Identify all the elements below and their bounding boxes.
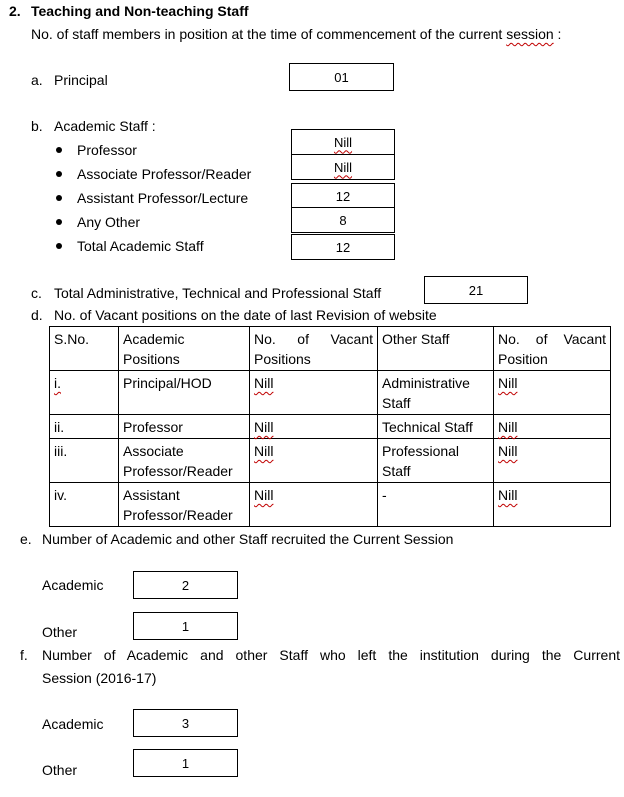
academic-row-label: Associate Professor/Reader <box>77 166 252 182</box>
bullet-icon <box>56 219 62 225</box>
item-c-marker: c. <box>31 285 42 301</box>
vacant-positions-table <box>49 326 611 527</box>
table-row <box>50 439 611 483</box>
bullet-icon <box>56 195 62 201</box>
bullet-icon <box>56 147 62 153</box>
cell-sno: iv. <box>50 483 119 527</box>
item-d-label: No. of Vacant positions on the date of last Revision of website <box>54 307 437 323</box>
cell-other-vacant: Nill <box>494 483 611 527</box>
header-other-staff: Other Staff <box>378 327 494 371</box>
item-b-marker: b. <box>31 118 43 134</box>
recruited-other-value: 1 <box>181 618 190 634</box>
academic-row-label: Assistant Professor/Lecture <box>77 190 249 206</box>
item-a-marker: a. <box>31 72 43 88</box>
cell-sno: iii. <box>50 439 119 483</box>
principal-count: 01 <box>334 69 349 85</box>
cell-vacant: Nill <box>250 483 378 527</box>
intro-word-session: session <box>506 26 554 42</box>
left-other-label: Other <box>42 762 78 778</box>
academic-row-label: Professor <box>77 142 137 158</box>
section-intro <box>31 25 561 43</box>
left-academic-value: 3 <box>181 715 190 731</box>
academic-value: 8 <box>339 212 347 228</box>
recruited-other-box <box>133 612 238 640</box>
left-other-box <box>133 749 238 777</box>
cell-vacant: Nill <box>250 415 378 439</box>
item-a-label: Principal <box>54 72 108 88</box>
academic-row-label: Any Other <box>77 214 141 230</box>
intro-text: No. of staff members in position at the time of commencement of the current <box>31 26 503 42</box>
cell-position: Professor <box>119 415 250 439</box>
recruited-other-label: Other <box>42 624 78 640</box>
section-title: Teaching and Non-teaching Staff <box>31 3 249 19</box>
recruited-academic-label: Academic <box>42 577 104 593</box>
academic-value-box <box>291 207 395 233</box>
item-f-line1: Number of Academic and other Staff who left the institution during the Current <box>42 647 620 663</box>
principal-count-box <box>289 63 394 91</box>
header-sno: S.No. <box>50 327 119 371</box>
table-row <box>50 371 611 415</box>
recruited-academic-box <box>133 571 238 599</box>
cell-position: Assistant Professor/Reader <box>119 483 250 527</box>
left-academic-box <box>133 709 238 737</box>
bullet-icon <box>56 243 62 249</box>
intro-colon: : <box>553 26 562 42</box>
cell-other-staff: - <box>378 483 494 527</box>
academic-value-box <box>291 234 395 260</box>
academic-value: 12 <box>335 188 351 204</box>
cell-other-staff: Technical Staff <box>378 415 494 439</box>
item-e-marker: e. <box>20 531 32 547</box>
header-academic-positions: Academic Positions <box>119 327 250 371</box>
cell-other-vacant: Nill <box>494 415 611 439</box>
cell-vacant: Nill <box>250 371 378 415</box>
cell-sno: i. <box>50 371 119 415</box>
recruited-academic-value: 2 <box>181 577 190 593</box>
item-e-label: Number of Academic and other Staff recruited the Current Session <box>42 531 454 547</box>
cell-other-staff: Professional Staff <box>378 439 494 483</box>
academic-row-label: Total Academic Staff <box>77 238 204 254</box>
item-b-label: Academic Staff : <box>54 118 156 134</box>
header-vacant-positions: No. of Vacant Positions <box>250 327 378 371</box>
cell-sno: ii. <box>50 415 119 439</box>
cell-vacant: Nill <box>250 439 378 483</box>
left-other-value: 1 <box>181 755 190 771</box>
bullet-icon <box>56 171 62 177</box>
item-c-label: Total Administrative, Technical and Professional Staff <box>54 285 382 301</box>
cell-other-staff: Administrative Staff <box>378 371 494 415</box>
academic-value-box <box>291 154 395 180</box>
academic-value: Nill <box>333 159 353 175</box>
item-f-line2: Session (2016-17) <box>42 670 157 686</box>
cell-position: Associate Professor/Reader <box>119 439 250 483</box>
section-number: 2. <box>9 3 21 19</box>
item-d-marker: d. <box>31 307 43 323</box>
academic-value: Nill <box>333 134 353 150</box>
item-f-marker: f. <box>20 647 28 663</box>
table-row <box>50 415 611 439</box>
left-academic-label: Academic <box>42 716 104 732</box>
cell-other-vacant: Nill <box>494 439 611 483</box>
academic-value: 12 <box>335 239 351 255</box>
cell-other-vacant: Nill <box>494 371 611 415</box>
table-row <box>50 483 611 527</box>
academic-value-box <box>291 129 395 155</box>
admin-staff-count: 21 <box>468 282 484 298</box>
admin-staff-box <box>424 276 528 304</box>
table-header-row <box>50 327 611 371</box>
cell-position: Principal/HOD <box>119 371 250 415</box>
academic-value-box <box>291 183 395 209</box>
header-vacant-position: No. of Vacant Position <box>494 327 611 371</box>
